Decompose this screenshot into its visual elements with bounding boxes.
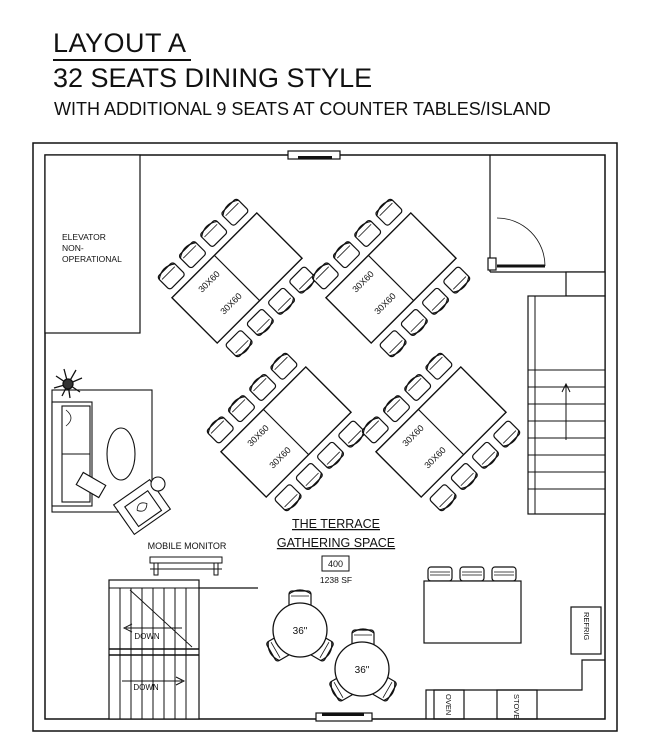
stool <box>492 567 516 581</box>
stool <box>460 567 484 581</box>
table-label: 30X60 <box>267 444 293 471</box>
top-door <box>288 151 340 159</box>
fridge-label: REFRIG <box>582 612 591 641</box>
stool <box>428 567 452 581</box>
dining-cluster-3 <box>203 349 370 516</box>
elevator <box>45 155 140 333</box>
counter-island <box>424 567 521 643</box>
table-label: 30X60 <box>196 268 222 295</box>
right-stairs <box>528 296 605 514</box>
table-label: 30X60 <box>422 444 448 471</box>
coffee-table <box>107 428 135 480</box>
stair-down-label: DOWN <box>133 683 159 692</box>
title-line-1: LAYOUT A <box>53 28 187 58</box>
table-label: 30X60 <box>350 268 376 295</box>
room-name-line-2: GATHERING SPACE <box>276 536 396 550</box>
bottom-door <box>316 713 372 721</box>
elevator-label-3: OPERATIONAL <box>62 254 122 264</box>
title-line-2: 32 SEATS DINING STYLE <box>53 63 373 93</box>
table-label: 30X60 <box>372 290 398 317</box>
stair-down-label: DOWN <box>134 632 160 641</box>
oven-label: OVEN <box>444 694 453 716</box>
round-table-label: 36" <box>292 626 308 637</box>
table-label: 30X60 <box>245 422 271 449</box>
stove-label: STOVE <box>512 694 521 720</box>
lounge <box>52 369 170 534</box>
room-name-line-1: THE TERRACE <box>292 517 380 531</box>
elevator-label-2: NON- <box>62 243 84 253</box>
elevator-label-1: ELEVATOR <box>62 232 106 242</box>
room-area: 1238 SF <box>319 575 353 585</box>
room-number: 400 <box>327 559 344 569</box>
table-label: 30X60 <box>400 422 426 449</box>
round-table-label: 36" <box>354 665 370 676</box>
dining-cluster-1 <box>154 195 321 362</box>
dining-cluster-4 <box>358 349 525 516</box>
table-label: 30X60 <box>218 290 244 317</box>
title-line-3: WITH ADDITIONAL 9 SEATS AT COUNTER TABLES/ISLAND <box>54 99 551 119</box>
mobile-monitor <box>150 557 222 575</box>
mobile-monitor-label: MOBILE MONITOR <box>147 541 227 551</box>
left-stairs <box>109 580 258 719</box>
closet <box>488 155 605 296</box>
dining-cluster-2 <box>308 195 475 362</box>
